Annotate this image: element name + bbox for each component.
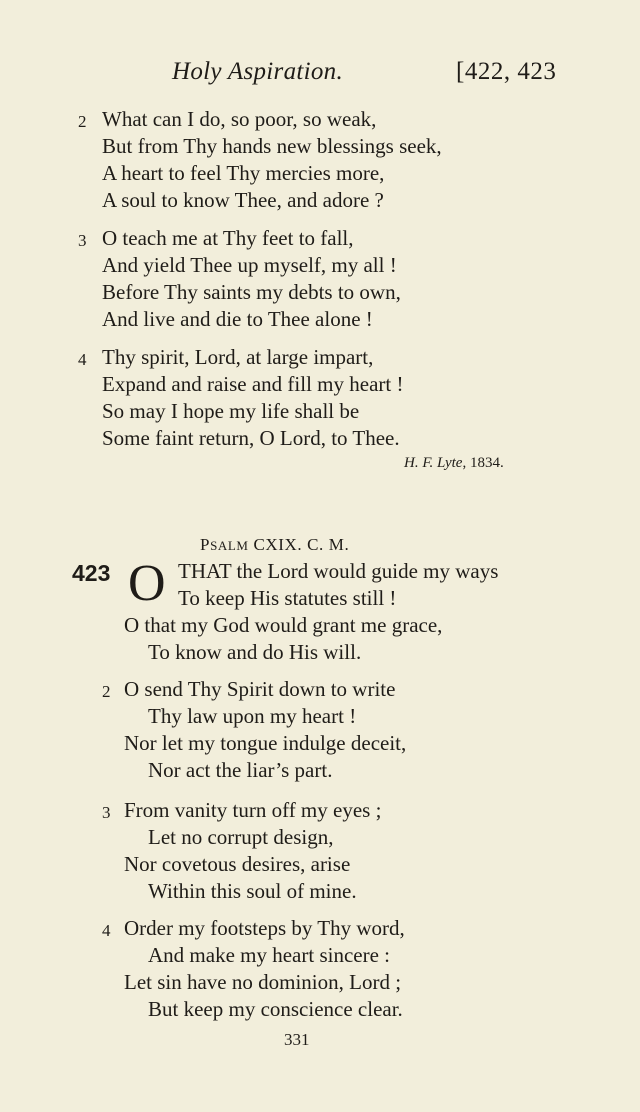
verse-line: Some faint return, O Lord, to Thee. <box>102 426 400 450</box>
psalm-heading-initial: P <box>200 535 211 554</box>
verse-line: Let no corrupt design, <box>148 825 334 849</box>
verse-line: To know and do His will. <box>148 640 362 664</box>
verse-line: Order my footsteps by Thy word, <box>124 916 405 940</box>
verse-line: Let sin have no dominion, Lord ; <box>124 970 402 994</box>
attribution-author: H. F. Lyte <box>404 455 463 471</box>
verse-line: Nor covetous desires, arise <box>124 852 351 876</box>
running-header-title: Holy Aspiration. <box>172 58 344 85</box>
page-number: 331 <box>284 1030 310 1049</box>
verse-line: So may I hope my life shall be <box>102 399 360 423</box>
drop-cap: O <box>128 555 166 612</box>
verse-line: Thy spirit, Lord, at large impart, <box>102 345 374 369</box>
verse-line: O teach me at Thy feet to fall, <box>102 226 354 250</box>
psalm-heading-smallcaps: SALM <box>210 538 249 553</box>
verse-line: To keep His statutes still ! <box>178 586 397 610</box>
verse-number: 4 <box>102 921 111 940</box>
running-header-hymn-range: [422, 423 <box>456 58 557 85</box>
verse-line: Thy law upon my heart ! <box>148 704 357 728</box>
verse-number: 2 <box>78 112 87 131</box>
verse-line: Nor act the liar’s part. <box>148 758 333 782</box>
verse-line: O send Thy Spirit down to write <box>124 677 396 701</box>
verse-line: Nor let my tongue indulge deceit, <box>124 731 407 755</box>
verse-line: O that my God would grant me grace, <box>124 613 443 637</box>
psalm-heading <box>200 535 349 555</box>
verse-line: Before Thy saints my debts to own, <box>102 280 401 304</box>
hymn-attribution <box>404 455 504 472</box>
hymn-number: 423 <box>72 560 111 586</box>
verse-line: And make my heart sincere : <box>148 943 390 967</box>
verse-line: And yield Thee up myself, my all ! <box>102 253 397 277</box>
verse-number: 3 <box>102 803 111 822</box>
verse-line: But from Thy hands new blessings seek, <box>102 134 442 158</box>
verse-line: A heart to feel Thy mercies more, <box>102 161 385 185</box>
verse-number: 2 <box>102 682 111 701</box>
verse-line: From vanity turn off my eyes ; <box>124 798 382 822</box>
verse-line: Within this soul of mine. <box>148 879 357 903</box>
verse-number: 3 <box>78 231 87 250</box>
verse-line: THAT the Lord would guide my ways <box>178 559 499 583</box>
verse-line: What can I do, so poor, so weak, <box>102 107 377 131</box>
verse-line: And live and die to Thee alone ! <box>102 307 373 331</box>
verse-number: 4 <box>78 350 87 369</box>
verse-line: Expand and raise and fill my heart ! <box>102 372 404 396</box>
psalm-heading-meter: CXIX. C. M. <box>248 535 350 554</box>
verse-line: A soul to know Thee, and adore ? <box>102 188 384 212</box>
verse-line: But keep my conscience clear. <box>148 997 403 1021</box>
attribution-year: , 1834. <box>462 455 504 471</box>
